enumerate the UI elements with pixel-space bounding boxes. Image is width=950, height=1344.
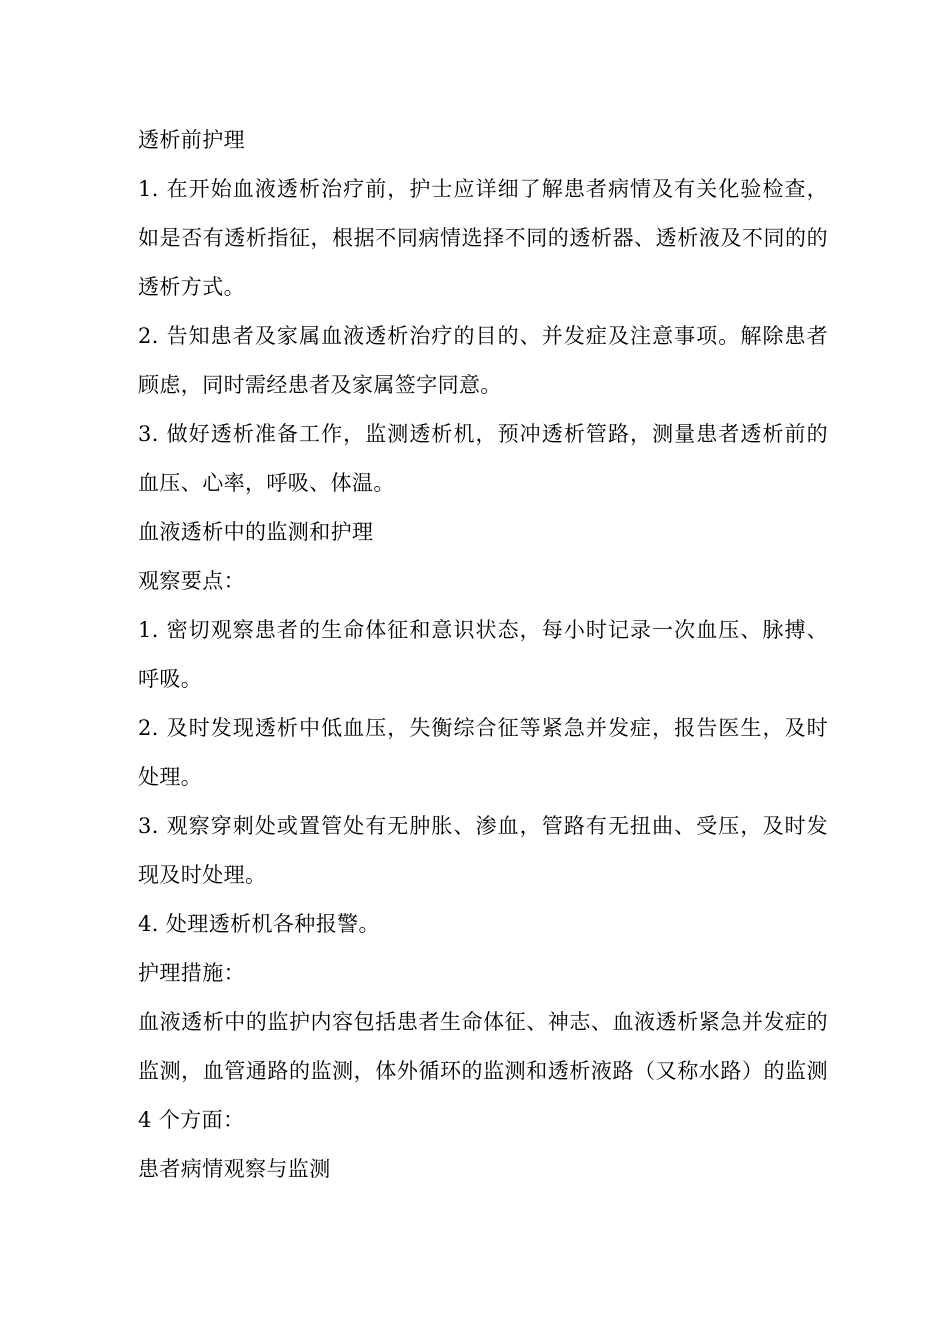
paragraph-observe-2: 2. 及时发现透析中低血压，失衡综合征等紧急并发症，报告医生，及时处理。 [138, 716, 828, 789]
paragraph-monitoring-scope: 血液透析中的监护内容包括患者生命体征、神志、血液透析紧急并发症的监测，血管通路的监测，体外循环的监测和透析液路（又称水路）的监测 4 个方面： [138, 1010, 828, 1132]
heading-intra-dialysis-monitoring: 血液透析中的监测和护理 [138, 520, 374, 544]
heading-patient-observation: 患者病情观察与监测 [138, 1157, 331, 1181]
paragraph-pre-3: 3. 做好透析准备工作，监测透析机，预冲透析管路，测量患者透析前的血压、心率，呼吸、体温。 [138, 422, 828, 495]
paragraph-pre-1: 1. 在开始血液透析治疗前，护士应详细了解患者病情及有关化验检查，如是否有透析指征，根据不同病情选择不同的透析器、透析液及不同的的透析方式。 [138, 177, 828, 299]
paragraph-observe-4: 4. 处理透析机各种报警。 [138, 912, 380, 936]
paragraph-pre-2: 2. 告知患者及家属血液透析治疗的目的、并发症及注意事项。解除患者顾虑，同时需经患者及家属签字同意。 [138, 324, 828, 397]
paragraph-observe-1: 1. 密切观察患者的生命体征和意识状态，每小时记录一次血压、脉搏、呼吸。 [138, 618, 828, 691]
heading-observation-points: 观察要点： [138, 569, 245, 593]
heading-pre-dialysis-care: 透析前护理 [138, 128, 245, 152]
heading-nursing-measures: 护理措施： [138, 961, 245, 985]
document-body [138, 116, 828, 1194]
paragraph-observe-3: 3. 观察穿刺处或置管处有无肿胀、渗血，管路有无扭曲、受压，及时发现及时处理。 [138, 814, 828, 887]
